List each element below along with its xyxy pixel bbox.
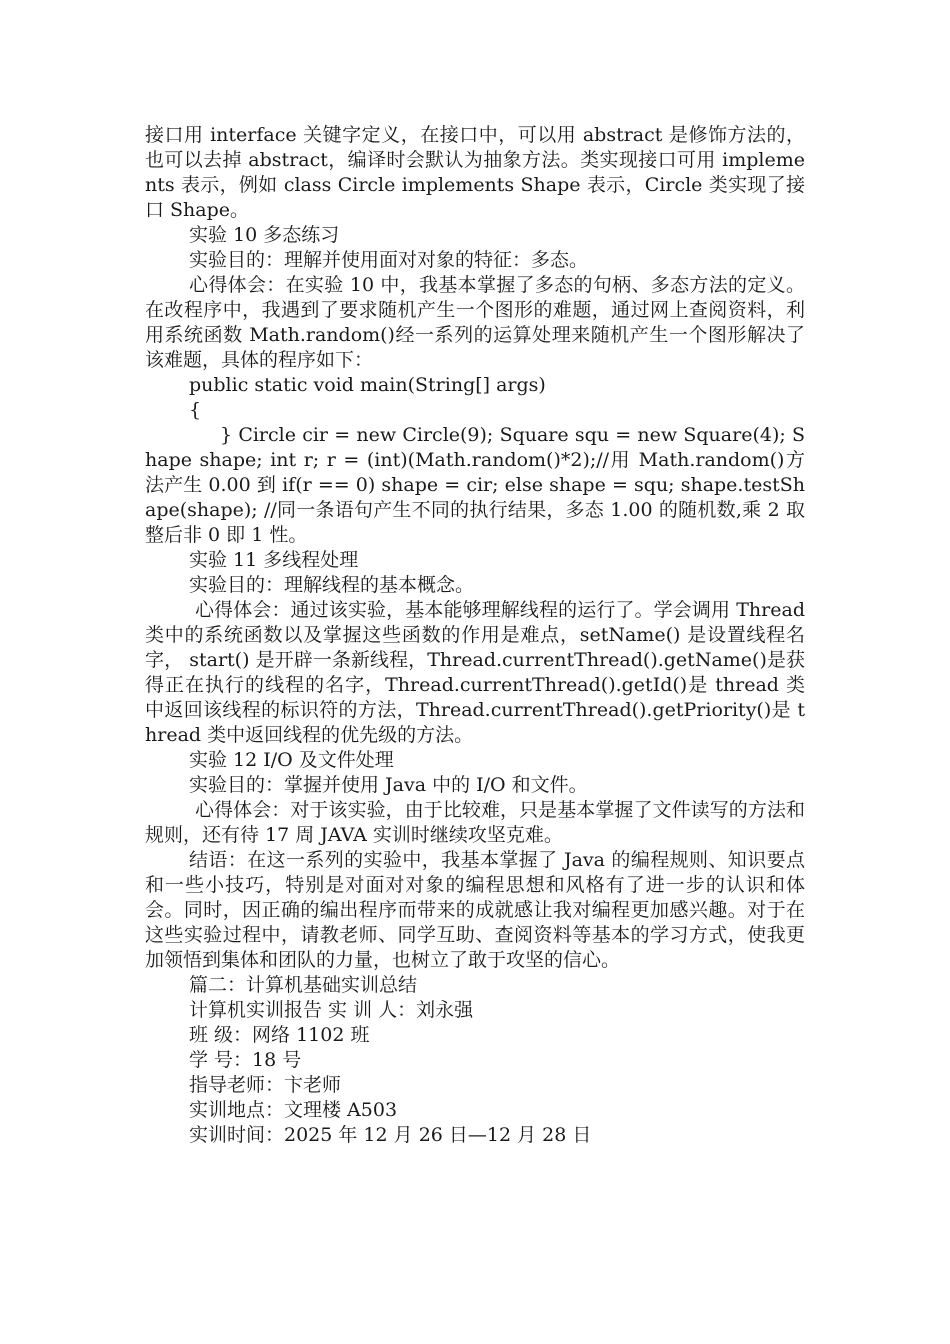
report-title: 计算机实训报告 实 训 人：刘永强	[189, 999, 474, 1021]
time-info: 实训时间：2025 年 12 月 26 日—12 月 28 日	[189, 1124, 592, 1146]
teacher-info: 指导老师：卞老师	[189, 1074, 342, 1096]
experiment-11-experience: 心得体会：通过该实验，基本能够理解线程的运行了。学会调用 Thread 类中的系统函数以及掌握这些函数的作用是难点，setName() 是设置线程名字， start() 是开辟一条新线程，Thread.currentThread().getName()是获得正在执行的线程的名字，Thread.currentThread().getId()是 thread 类中返回该线程的标识符的方法，Thread.currentThread().getPriority()是 thread 类中返回线程的优先级的方法。	[145, 599, 805, 746]
experiment-11-title: 实验 11 多线程处理	[189, 549, 359, 571]
student-number: 学 号：18 号	[189, 1049, 302, 1071]
intro-paragraph: 接口用 interface 关键字定义，在接口中，可以用 abstract 是修饰方法的，也可以去掉 abstract，编译时会默认为抽象方法。类实现接口可用 implements 表示，例如 class Circle implements Shape 表示，Circle 类实现了接口 Shape。	[145, 124, 805, 221]
experiment-12-title: 实验 12 I/O 及文件处理	[189, 749, 394, 771]
experiment-10-title: 实验 10 多态练习	[189, 224, 340, 246]
experiment-12-goal: 实验目的：掌握并使用 Java 中的 I/O 和文件。	[189, 774, 588, 796]
document-body	[145, 123, 805, 1148]
code-body: } Circle cir = new Circle(9); Square squ = new Square(4); Shape shape; int r; r = (int)(Math.random()*2);//用 Math.random()方法产生 0.00 到 if(r == 0) shape = cir; else shape = squ; shape.testShape(shape); //同一条语句产生不同的执行结果，多态 1.00 的随机数,乘 2 取整后非 0 即 1 性。	[145, 424, 805, 546]
conclusion-paragraph: 结语：在这一系列的实验中，我基本掌握了 Java 的编程规则、知识要点和一些小技巧，特别是对面对对象的编程思想和风格有了进一步的认识和体会。同时，因正确的编出程序而带来的成就感让我对编程更加感兴趣。对于在这些实验过程中，请教老师、同学互助、查阅资料等基本的学习方式，使我更加领悟到集体和团队的力量，也树立了敢于攻坚的信心。	[145, 849, 805, 971]
class-info: 班 级：网络 1102 班	[189, 1024, 370, 1046]
location-info: 实训地点：文理楼 A503	[189, 1099, 398, 1121]
experiment-10-experience: 心得体会：在实验 10 中，我基本掌握了多态的句柄、多态方法的定义。在改程序中，我遇到了要求随机产生一个图形的难题，通过网上查阅资料，利用系统函数 Math.random()经一系列的运算处理来随机产生一个图形解决了该难题，具体的程序如下：	[145, 274, 805, 371]
code-line-brace: {	[189, 399, 202, 421]
code-line-main: public static void main(String[] args)	[189, 374, 546, 396]
experiment-11-goal: 实验目的：理解线程的基本概念。	[189, 574, 475, 596]
experiment-12-experience: 心得体会：对于该实验，由于比较难，只是基本掌握了文件读写的方法和规则，还有待 17 周 JAVA 实训时继续攻坚克难。	[145, 799, 805, 846]
part-two-title: 篇二：计算机基础实训总结	[189, 974, 418, 996]
experiment-10-goal: 实验目的：理解并使用面对对象的特征：多态。	[189, 249, 589, 271]
